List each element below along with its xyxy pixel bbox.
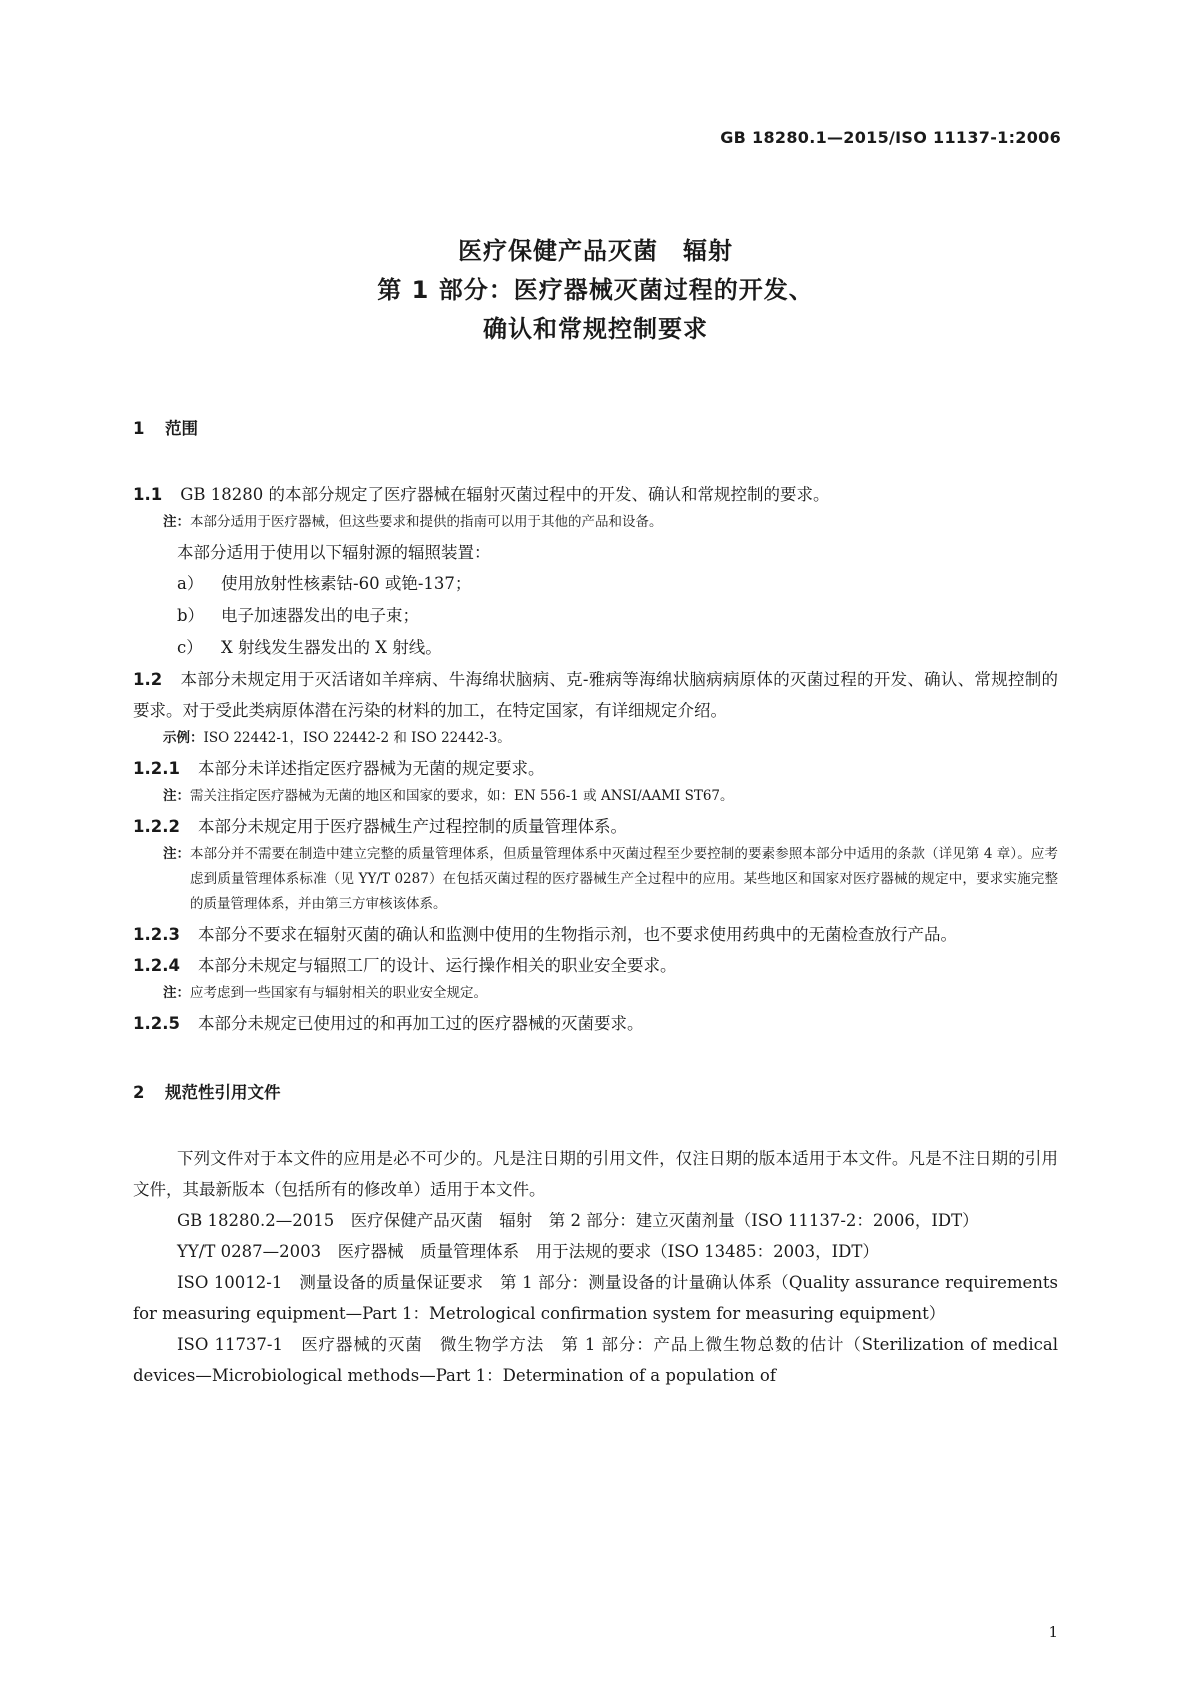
reference-item: GB 18280.2—2015 医疗保健产品灭菌 辐射 第 2 部分：建立灭菌剂量（ISO 11137-2：2006，IDT）: [177, 1211, 979, 1230]
list-item-a: a） 使用放射性核素钴-60 或铯-137；: [177, 574, 472, 593]
list-item-c: c） X 射线发生器发出的 X 射线。: [177, 638, 442, 657]
document-body: [133, 415, 1058, 1391]
page-number: 1: [1048, 1623, 1058, 1641]
note-1: 注： 本部分适用于医疗器械，但这些要求和提供的指南可以用于其他的产品和设备。: [163, 514, 663, 530]
clause-1-2-2: 1.2.2 本部分未规定用于医疗器械生产过程控制的质量管理体系。: [133, 817, 627, 836]
example: 示例： ISO 22442-1，ISO 22442-2 和 ISO 22442-3。: [163, 730, 511, 746]
references-intro: 下列文件对于本文件的应用是必不可少的。凡是注日期的引用文件，仅注日期的版本适用于本文件。凡是不注日期的引用文件，其最新版本（包括所有的修改单）适用于本文件。: [133, 1149, 1058, 1199]
clause-1-1: 1.1 GB 18280 的本部分规定了医疗器械在辐射灭菌过程中的开发、确认和常规控制的要求。: [133, 485, 830, 504]
note-4: 注： 应考虑到一些国家有与辐射相关的职业安全规定。: [163, 985, 487, 1001]
clause-1-2-5: 1.2.5 本部分未规定已使用过的和再加工过的医疗器械的灭菌要求。: [133, 1014, 644, 1033]
clause-1-2-1: 1.2.1 本部分未详述指定医疗器械为无菌的规定要求。: [133, 759, 545, 778]
title-line-1: 医疗保健产品灭菌 辐射: [458, 237, 733, 265]
clause-1-2-3: 1.2.3 本部分不要求在辐射灭菌的确认和监测中使用的生物指示剂，也不要求使用药典中的无菌检查放行产品。: [133, 925, 957, 944]
reference-item: ISO 11737-1 医疗器械的灭菌 微生物学方法 第 1 部分：产品上微生物总数的估计（Sterilization of medical devices—Microbiological methods—Part 1：Determination of a population of: [133, 1335, 1058, 1385]
clause-1-2: 1.2 本部分未规定用于灭活诸如羊痒病、牛海绵状脑病、克-雅病等海绵状脑病病原体的灭菌过程的开发、确认、常规控制的要求。对于受此类病原体潜在污染的材料的加工，在特定国家，有详细规定介绍。: [133, 670, 1058, 720]
list-item-b: b） 电子加速器发出的电子束；: [177, 606, 419, 625]
reference-item: ISO 10012-1 测量设备的质量保证要求 第 1 部分：测量设备的计量确认体系（Quality assurance requirements for measuring equipment—Part 1：Metrological confirmation system for measuring equipment）: [133, 1273, 1058, 1323]
note-2: 注： 需关注指定医疗器械为无菌的地区和国家的要求，如：EN 556-1 或 ANSI/AAMI ST67。: [163, 788, 734, 804]
title-line-3: 确认和常规控制要求: [483, 315, 708, 343]
section-1-heading: 1 范围: [133, 419, 198, 438]
title-line-2: 第 1 部分：医疗器械灭菌过程的开发、: [377, 276, 814, 304]
clause-1-2-4: 1.2.4 本部分未规定与辐照工厂的设计、运行操作相关的职业安全要求。: [133, 956, 677, 975]
reference-item: YY/T 0287—2003 医疗器械 质量管理体系 用于法规的要求（ISO 13485：2003，IDT）: [177, 1242, 879, 1261]
document-title: [0, 232, 1191, 349]
note-3: 注： 本部分并不需要在制造中建立完整的质量管理体系，但质量管理体系中灭菌过程至少要控制的要素参照本部分中适用的条款（详见第 4 章）。应考虑到质量管理体系标准（见 YY/T 0287）在包括灭菌过程的医疗器械生产全过程中的应用。某些地区和国家对医疗器械的规定中，要求实施完整的质量管理体系，并由第三方审核该体系。: [163, 846, 1058, 912]
section-2-heading: 2 规范性引用文件: [133, 1083, 281, 1102]
paragraph-radiation-sources: 本部分适用于使用以下辐射源的辐照装置：: [177, 543, 491, 562]
standard-code: GB 18280.1—2015/ISO 11137-1:2006: [720, 128, 1061, 147]
